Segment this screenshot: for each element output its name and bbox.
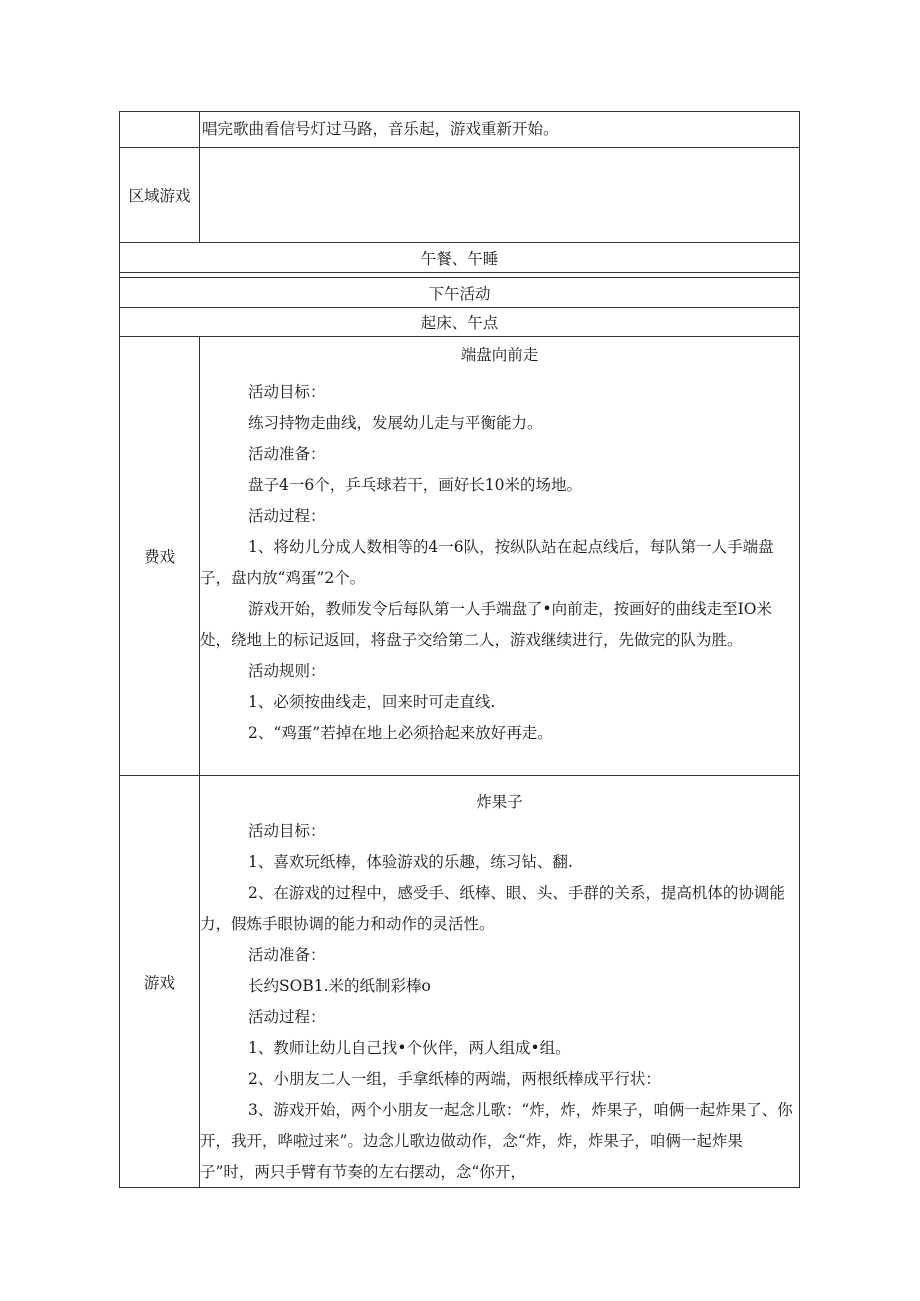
row-wake bbox=[120, 308, 799, 337]
process-heading: 活动过程： bbox=[248, 507, 326, 525]
rule-2: 2、“鸡蛋”若掉在地上必须拾起来放好再走。 bbox=[248, 724, 553, 742]
process-step-2: 游戏开始，教师发令后每队第一人手端盘了•向前走，按画好的曲线走至IO米处，绕地上的标记返回，将盘子交给第二人，游戏继续进行，先做完的队为胜。 bbox=[200, 600, 772, 649]
goal-heading: 活动目标： bbox=[248, 383, 326, 401]
row-lunch bbox=[120, 243, 799, 273]
process-step-1: 1、将幼儿分成人数相等的4一6队，按纵队站在起点线后，每队第一人手端盘子，盘内放“鸡蛋”2个。 bbox=[200, 538, 774, 587]
lunch-text: 午餐、午睡 bbox=[420, 249, 499, 268]
row-game-fry bbox=[120, 776, 799, 1188]
game-fry-content bbox=[200, 776, 799, 1188]
goal-heading: 活动目标： bbox=[248, 822, 326, 840]
prep-heading: 活动准备： bbox=[248, 445, 326, 463]
process-step-2: 2、小朋友二人一组，手拿纸棒的两端，两根纸棒成平行状： bbox=[248, 1070, 661, 1088]
row-game-plate bbox=[120, 337, 799, 776]
process-step-3: 3、游戏开始，两个小朋友一起念儿歌：“炸，炸，炸果子，咱俩一起炸果了、你开，我开，哗啦过来”。边念儿歌边做动作，念“炸，炸，炸果子，咱俩一起炸果子”时，两只手臂有节奏的左右摆动，念“你开， bbox=[200, 1101, 793, 1181]
game-fry-title: 炸果子 bbox=[476, 793, 523, 811]
prep-text: 长约SOB1.米的纸制彩棒o bbox=[248, 977, 431, 995]
row-label-game-1: 费戏 bbox=[120, 337, 200, 775]
goal-text: 练习持物走曲线，发展幼儿走与平衡能力。 bbox=[248, 414, 543, 432]
rule-1: 1、必须按曲线走，回来时可走直线. bbox=[248, 693, 496, 711]
schedule-table bbox=[119, 111, 800, 1188]
process-step-1: 1、教师让幼儿自己找•个伙伴，两人组成•组。 bbox=[248, 1039, 571, 1057]
goal-1: 1、喜欢玩纸棒，体验游戏的乐趣，练习钻、翻. bbox=[248, 853, 573, 871]
prep-heading: 活动准备： bbox=[248, 946, 326, 964]
wake-text: 起床、午点 bbox=[420, 314, 499, 332]
row-content bbox=[200, 112, 799, 147]
goal-2: 2、在游戏的过程中，感受手、纸棒、眼、头、手群的关系，提高机体的协调能力，假炼手眼协调的能力和动作的灵活性。 bbox=[200, 884, 785, 933]
afternoon-text: 下午活动 bbox=[428, 284, 491, 303]
song-end-text: 唱完歌曲看信号灯过马路，音乐起，游戏重新开始。 bbox=[202, 120, 559, 138]
row-label-game-2: 游戏 bbox=[120, 776, 200, 1188]
rules-heading: 活动规则： bbox=[248, 662, 326, 680]
area-games-content bbox=[200, 148, 799, 242]
process-heading: 活动过程： bbox=[248, 1008, 326, 1026]
game-plate-title: 端盘向前走 bbox=[460, 346, 539, 364]
prep-text: 盘子4一6个，乒乓球若干，画好长10米的场地。 bbox=[248, 476, 582, 494]
row-song-end bbox=[120, 112, 799, 148]
row-area-games bbox=[120, 148, 799, 243]
row-label-area-games: 区域游戏 bbox=[120, 148, 200, 242]
row-label-empty bbox=[120, 112, 200, 147]
row-afternoon bbox=[120, 278, 799, 308]
game-plate-content bbox=[200, 337, 799, 775]
